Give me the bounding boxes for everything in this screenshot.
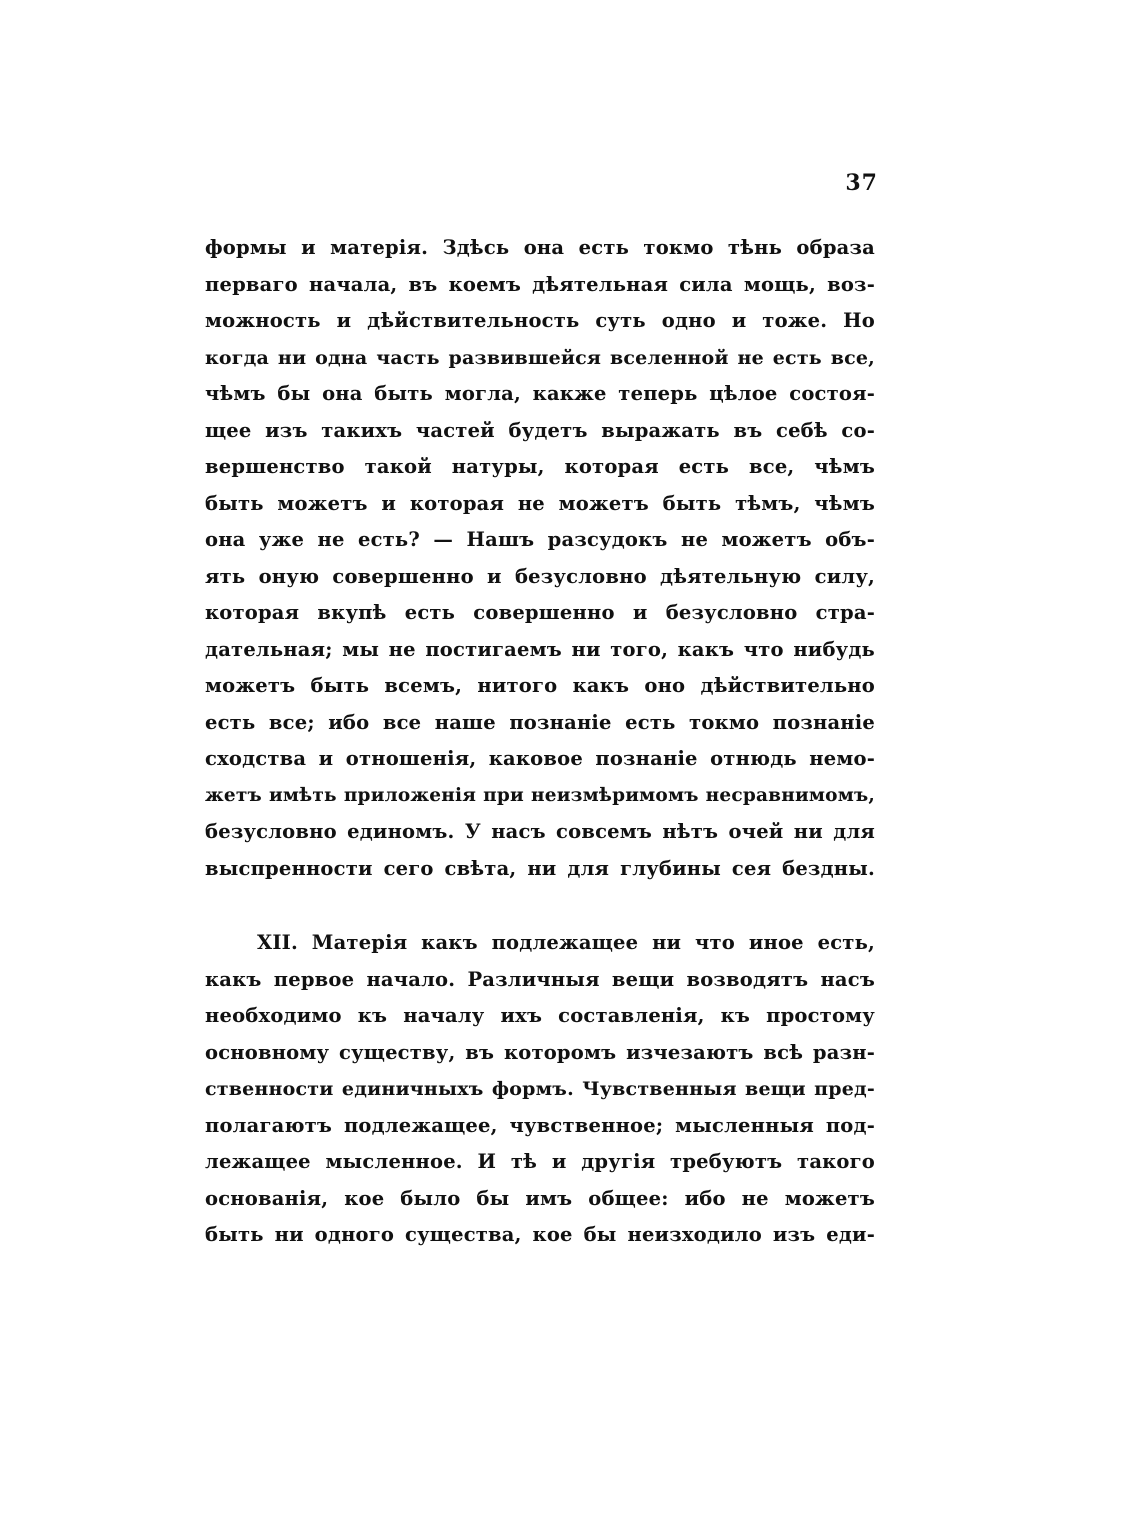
text-line: жетъ имѣть приложенія при неизмѣримомъ несравнимомъ, <box>205 784 875 806</box>
text-line: перваго начала, въ коемъ дѣятельная сила мощь, воз- <box>205 272 875 296</box>
text-line: щее изъ такихъ частей будетъ выражать въ себѣ со- <box>205 418 875 442</box>
text-line: ственности единичныхъ формъ. Чувственныя вещи пред- <box>205 1078 875 1100</box>
text-line: можетъ быть всемъ, нитого какъ оно дѣйствительно <box>205 674 875 697</box>
text-line: лежащее мысленное. И тѣ и другія требуютъ такого <box>205 1150 875 1173</box>
text-line: она уже не есть? — Нашъ разсудокъ не можетъ объ- <box>205 528 875 551</box>
text-line: безусловно единомъ. У насъ совсемъ нѣтъ очей ни для <box>205 820 875 843</box>
text-line: быть можетъ и которая не можетъ быть тѣмъ, чѣмъ <box>205 491 875 515</box>
text-line: необходимо къ началу ихъ составленія, къ простому <box>205 1004 875 1027</box>
paragraph-1 <box>205 230 875 887</box>
text-line: быть ни одного существа, кое бы неизходило изъ еди- <box>205 1223 875 1246</box>
text-line: есть все; ибо все наше познаніе есть токмо познаніе <box>205 710 875 734</box>
text-line: вершенство такой натуры, которая есть все, чѣмъ <box>205 455 875 478</box>
text-line: дательная; мы не постигаемъ ни того, какъ что нибудь <box>205 637 875 661</box>
text-line: основному существу, въ которомъ изчезаютъ всѣ разн- <box>205 1040 875 1064</box>
text-line: ять оную совершенно и безусловно дѣятельную силу, <box>205 564 875 588</box>
text-line: которая вкупѣ есть совершенно и безусловно стра- <box>205 601 875 624</box>
text-line: сходства и отношенія, каковое познаніе отнюдь немо- <box>205 747 875 770</box>
text-line: основанія, кое было бы имъ общее: ибо не можетъ <box>205 1186 875 1210</box>
text-line: формы и матерія. Здѣсь она есть токмо тѣнь образа <box>205 236 875 259</box>
text-line: XII. Матерія какъ подлежащее ни что иное есть, <box>257 931 875 954</box>
text-line: чѣмъ бы она быть могла, какже теперь цѣлое состоя- <box>205 382 875 405</box>
page-number: 37 <box>845 170 878 196</box>
text-line: какъ первое начало. Различныя вещи возводятъ насъ <box>205 967 875 991</box>
text-line: выспренности сего свѣта, ни для глубины сея бездны. <box>205 856 875 880</box>
text-line: когда ни одна часть развившейся вселенной не есть все, <box>205 346 875 369</box>
text-line: можность и дѣйствительность суть одно и тоже. Но <box>205 309 875 332</box>
paragraph-2 <box>205 925 875 1254</box>
text-line: полагаютъ подлежащее, чувственное; мысленныя под- <box>205 1113 875 1137</box>
